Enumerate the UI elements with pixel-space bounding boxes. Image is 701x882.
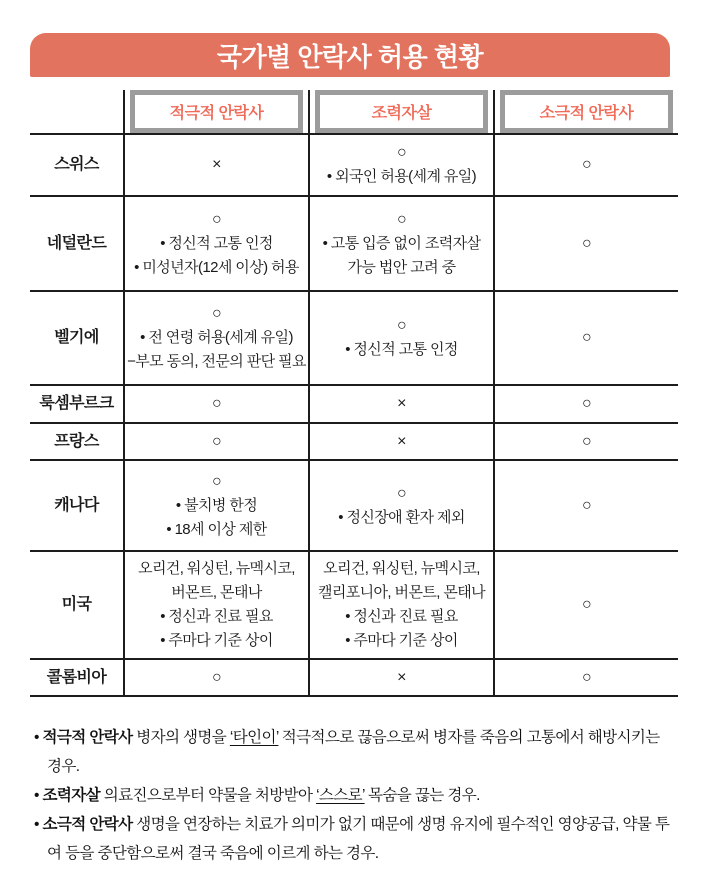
status-cell [308, 461, 493, 550]
cell-note-line: • 미성년자(12세 이상) 허용 [134, 258, 299, 276]
status-cell [123, 660, 308, 695]
cell-note-line: • 정신장애 환자 제외 [338, 508, 465, 526]
country-cell: 콜롬비아 [46, 668, 107, 686]
table-row [30, 422, 678, 459]
cell-note-line: • 주마다 기준 상이 [345, 632, 458, 649]
allowed-mark: ○ [581, 668, 592, 686]
table-row [30, 550, 678, 658]
country-cell: 스위스 [54, 156, 99, 173]
allowed-mark: ○ [581, 395, 592, 412]
footnote-text: 생명을 연장하는 치료가 의미가 없기 때문에 생명 유지에 필수적인 영양공급, 약물 투여 등을 중단함으로써 결국 죽음에 이르게 하는 경우. [47, 816, 670, 862]
allowed-mark: ○ [396, 210, 407, 228]
bullet-icon: • [34, 787, 43, 804]
column-header-assisted-suicide [308, 90, 493, 133]
bullet-icon: • [34, 729, 43, 746]
status-cell [308, 292, 493, 384]
cell-note-line: • 전 연령 허용(세계 유일) [140, 329, 293, 346]
allowed-mark: ○ [581, 234, 592, 252]
allowed-mark: ○ [396, 484, 407, 502]
euthanasia-infographic [0, 33, 701, 882]
cell-note-line: 오리건, 워싱턴, 뉴멕시코, [138, 560, 295, 577]
underlined-text: ‘스스로’ [316, 787, 365, 804]
status-cell [308, 197, 493, 290]
status-cell [493, 424, 678, 459]
status-cell [308, 135, 493, 195]
country-cell: 네덜란드 [46, 234, 107, 252]
cell-note-line: 오리건, 워싱턴, 뉴멕시코, [323, 560, 480, 577]
not-allowed-mark: × [212, 156, 221, 173]
cell-note-line: • 정신적 고통 인정 [160, 234, 273, 252]
table-row [30, 459, 678, 550]
allowed-mark: ○ [211, 395, 222, 412]
cell-note-line: 가능 법안 고려 중 [347, 258, 456, 276]
table-row [30, 384, 678, 422]
table-row [30, 133, 678, 195]
footnote [34, 781, 671, 810]
status-cell [123, 197, 308, 290]
footnote-term: 소극적 안락사 [42, 816, 137, 833]
status-cell [493, 197, 678, 290]
allowed-mark: ○ [581, 432, 592, 450]
status-cell [308, 386, 493, 422]
table-row [30, 290, 678, 384]
not-allowed-mark: × [397, 432, 406, 450]
status-cell [123, 135, 308, 195]
cell-note-line: 버몬트, 몬태나 [171, 584, 262, 601]
allowed-mark: ○ [581, 156, 592, 173]
allowed-mark: ○ [581, 329, 592, 346]
country-cell: 미국 [61, 596, 92, 613]
title-banner [30, 33, 670, 77]
allowed-mark: ○ [581, 596, 592, 613]
footnote-text: 적극적으로 끊음으로써 병자를 죽음의 고통에서 해방시키는 경우. [47, 729, 660, 775]
footnote [34, 810, 671, 868]
footnotes [34, 723, 671, 868]
country-cell: 벨기에 [54, 329, 99, 346]
footnote-text: 의료진으로부터 약물을 처방받아 [103, 787, 317, 804]
status-cell [123, 292, 308, 384]
table-row [30, 195, 678, 290]
country-cell: 캐나다 [54, 496, 99, 514]
status-cell [493, 292, 678, 384]
column-header-passive-euthanasia [493, 90, 678, 133]
status-cell [493, 461, 678, 550]
column-header-label: 적극적 안락사 [130, 90, 303, 133]
column-header-label: 조력자살 [315, 90, 488, 133]
footnote-text: 병자의 생명을 [136, 729, 230, 746]
status-cell [493, 135, 678, 195]
footnote-term: 적극적 안락사 [42, 729, 137, 746]
cell-note-line: • 정신적 고통 인정 [345, 341, 458, 358]
footnote [34, 723, 671, 781]
footnote-term: 조력자살 [42, 787, 104, 804]
table-header-row [30, 90, 678, 133]
status-cell [493, 660, 678, 695]
not-allowed-mark: × [397, 668, 406, 686]
cell-note-line: • 불치병 한정 [175, 496, 258, 514]
corner-cell [30, 90, 123, 133]
column-header-active-euthanasia [123, 90, 308, 133]
bullet-icon: • [34, 816, 43, 833]
allowed-mark: ○ [396, 317, 407, 334]
cell-note-line: −부모 동의, 전문의 판단 필요 [127, 353, 306, 370]
cell-note-line: • 정신과 진료 필요 [345, 608, 458, 625]
underlined-text: ‘타인이’ [229, 729, 279, 746]
allowed-mark: ○ [396, 144, 407, 161]
table-row [30, 658, 678, 697]
cell-note-line: 캘리포니아, 버몬트, 몬태나 [317, 584, 486, 601]
cell-note-line: • 주마다 기준 상이 [160, 632, 273, 649]
allowed-mark: ○ [211, 472, 222, 490]
cell-note-line: • 정신과 진료 필요 [160, 608, 273, 625]
status-cell [123, 461, 308, 550]
table-body [30, 133, 678, 697]
cell-note-line: • 외국인 허용(세계 유일) [326, 168, 477, 185]
status-cell [308, 552, 493, 658]
footnote-text: 목숨을 끊는 경우. [364, 787, 480, 804]
euthanasia-table [30, 90, 678, 697]
country-cell: 프랑스 [54, 432, 99, 450]
status-cell [308, 424, 493, 459]
status-cell [123, 386, 308, 422]
country-cell: 룩셈부르크 [39, 395, 114, 412]
allowed-mark: ○ [211, 432, 222, 450]
not-allowed-mark: × [397, 395, 406, 412]
status-cell [493, 552, 678, 658]
allowed-mark: ○ [211, 305, 222, 322]
status-cell [493, 386, 678, 422]
cell-note-line: • 고통 입증 없이 조력자살 [322, 234, 481, 252]
allowed-mark: ○ [211, 210, 222, 228]
status-cell [123, 424, 308, 459]
column-header-label: 소극적 안락사 [500, 90, 673, 133]
cell-note-line: • 18세 이상 제한 [166, 520, 267, 538]
status-cell [123, 552, 308, 658]
allowed-mark: ○ [211, 668, 222, 686]
status-cell [308, 660, 493, 695]
allowed-mark: ○ [581, 496, 592, 514]
page-title: 국가별 안락사 허용 현황 [216, 41, 484, 72]
